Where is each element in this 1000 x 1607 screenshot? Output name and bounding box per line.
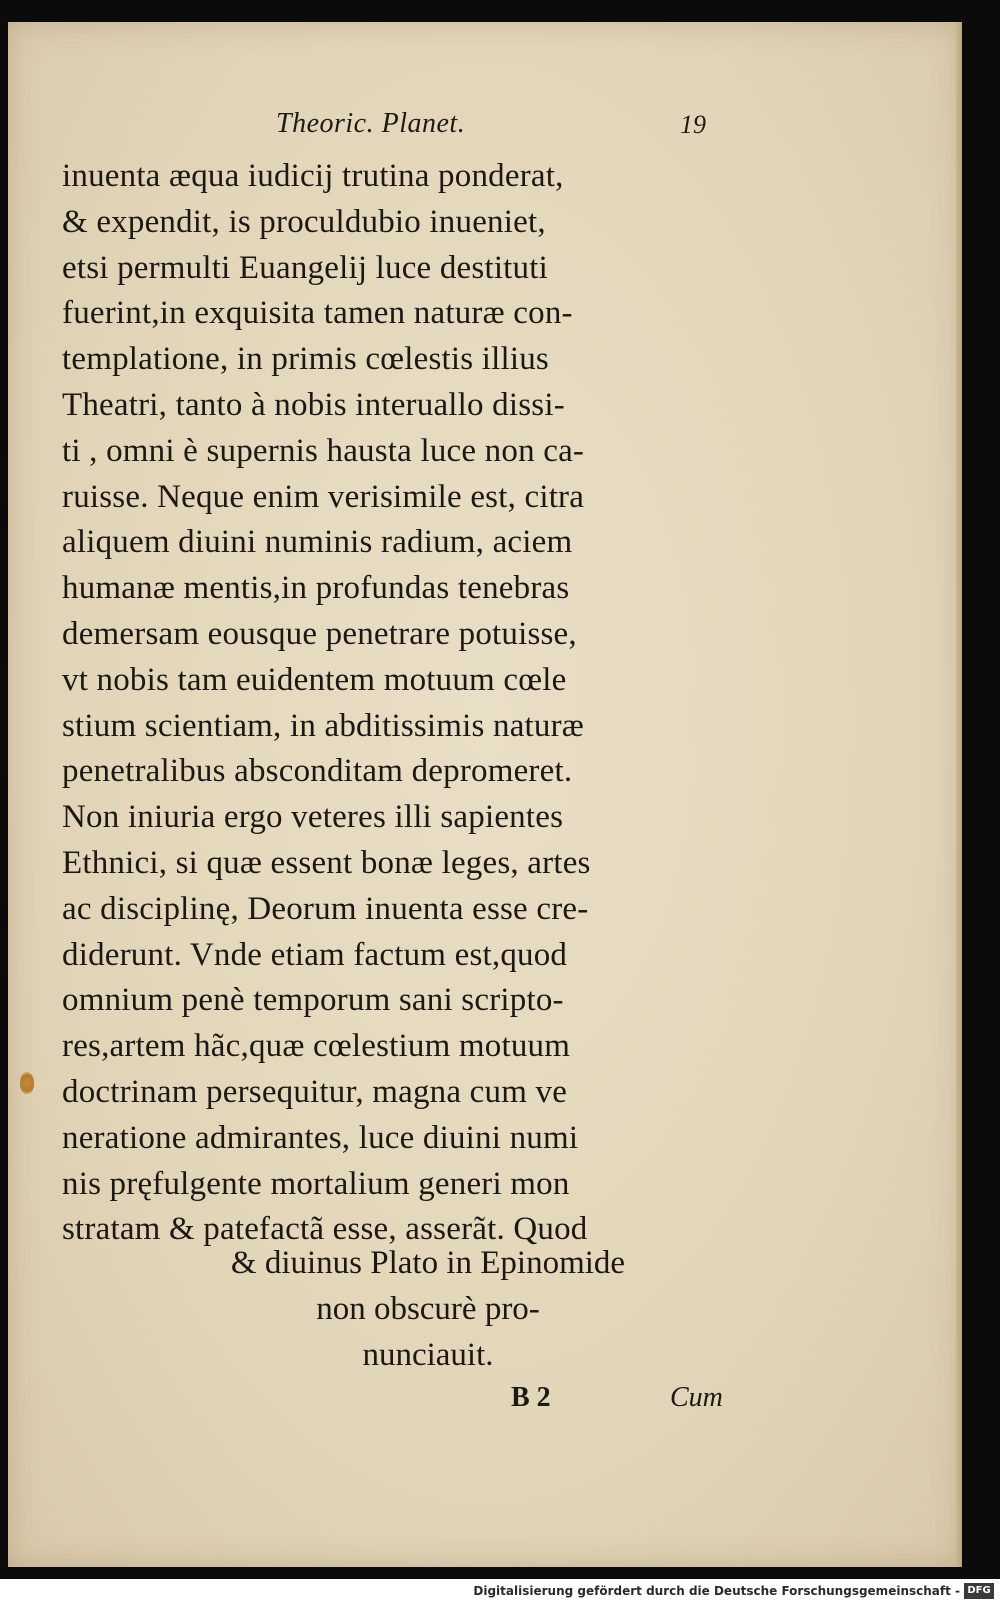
text-line: Non iniuria ergo veteres illi sapientes [62, 799, 564, 836]
text-line: nis pręfulgente mortalium generi mon [62, 1165, 570, 1202]
body-text [62, 154, 742, 1253]
text-line: ac disciplinę, Deorum inuenta esse cre- [62, 890, 589, 927]
signature-mark: B 2 [511, 1382, 551, 1413]
catchword: Cum [670, 1382, 723, 1413]
text-line: aliquem diuini numinis radium, aciem [62, 524, 573, 561]
text-line: templatione, in primis cœlestis illius [62, 341, 549, 378]
running-head: Theoric. Planet. [276, 108, 466, 139]
text-line: fuerint,in exquisita tamen naturæ con- [62, 295, 573, 332]
digitization-footer [0, 1579, 1000, 1607]
closing-line: nunciauit. [362, 1337, 494, 1373]
text-line: stratam & patefactã esse, asserãt. Quod [62, 1211, 588, 1248]
text-line: ti , omni è supernis hausta luce non ca- [62, 432, 585, 469]
text-line: omnium penè temporum sani scripto- [62, 982, 564, 1019]
text-line: Theatri, tanto à nobis interuallo dissi- [62, 386, 565, 423]
folio-number: 19 [680, 110, 706, 139]
text-line: humanæ mentis,in profundas tenebras [62, 570, 570, 607]
ink-stain [20, 1072, 34, 1094]
closing-paragraph [8, 1240, 848, 1378]
footer-credit: Digitalisierung gefördert durch die Deutsche Forschungsgemeinschaft - [473, 1584, 960, 1598]
closing-line: & diuinus Plato in Epinomide [230, 1245, 626, 1281]
book-page [8, 22, 962, 1567]
text-line: diderunt. Vnde etiam factum est,quod [62, 936, 568, 973]
text-line: inuenta æqua iudicij trutina ponderat, [62, 158, 564, 194]
text-line: Ethnici, si quæ essent bonæ leges, artes [62, 844, 591, 881]
text-line: demersam eousque penetrare potuisse, [62, 615, 577, 652]
text-line: vt nobis tam euidentem motuum cœle [62, 661, 567, 698]
text-line: neratione admirantes, luce diuini numi [62, 1119, 579, 1156]
dfg-logo: DFG [964, 1583, 994, 1599]
text-line: etsi permulti Euangelij luce destituti [62, 249, 548, 286]
text-line: ruisse. Neque enim verisimile est, citra [62, 478, 585, 515]
page-edge [956, 22, 962, 1567]
text-line: penetralibus absconditam depromeret. [62, 753, 573, 790]
text-line: res,artem hãc,quæ cœlestium motuum [62, 1028, 571, 1065]
text-line: stium scientiam, in abditissimis naturæ [62, 707, 585, 744]
text-line: doctrinam persequitur, magna cum ve [62, 1073, 568, 1110]
text-line: & expendit, is proculdubio inueniet, [62, 203, 546, 240]
closing-line: non obscurè pro- [316, 1291, 540, 1327]
